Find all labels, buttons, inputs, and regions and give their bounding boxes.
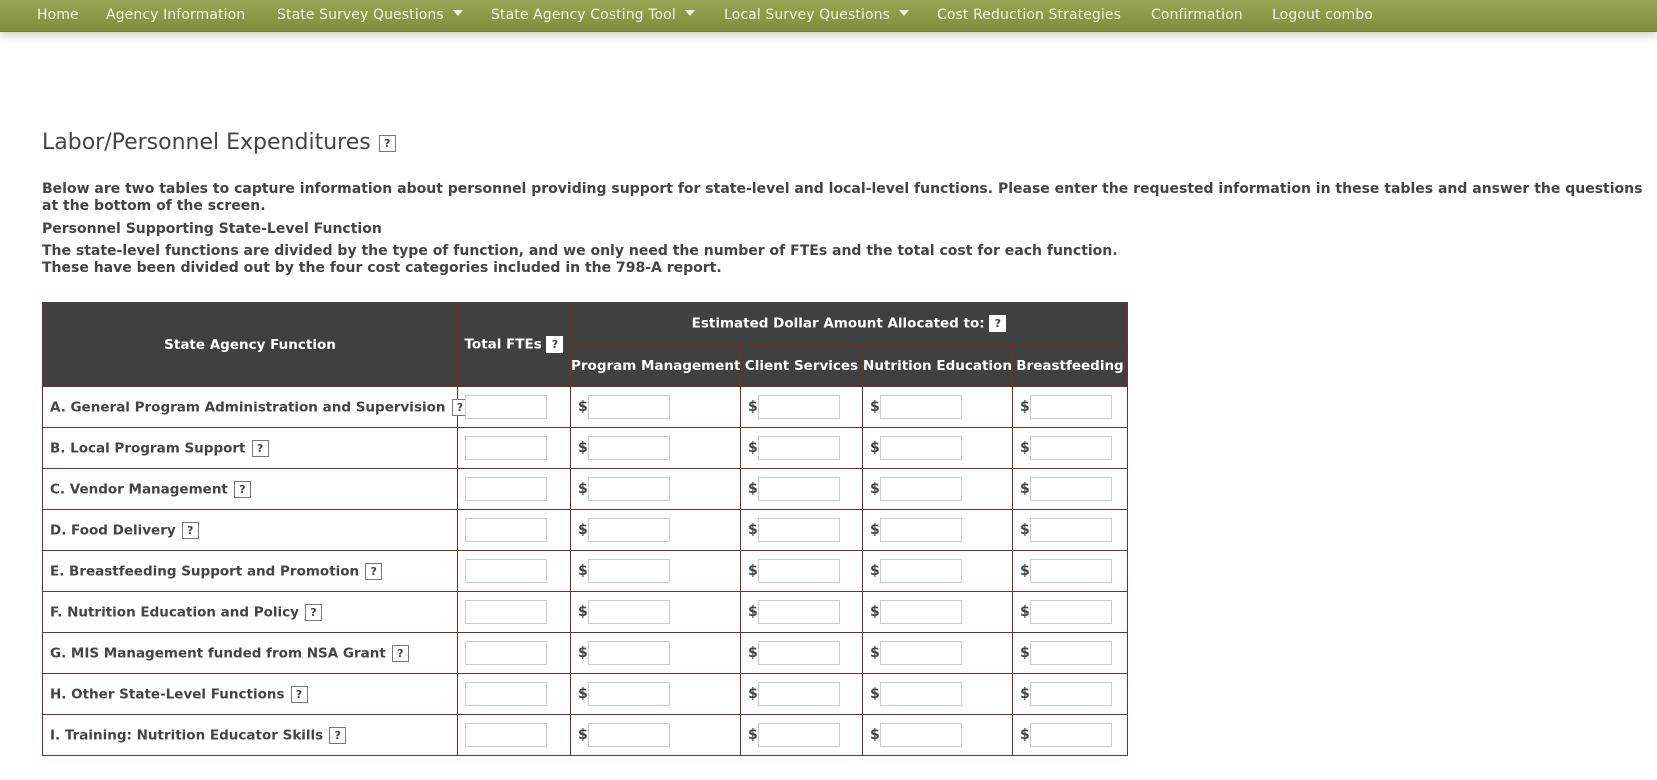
dollar-sign: $: [1020, 522, 1030, 538]
total-ftes-input[interactable]: [465, 436, 547, 460]
page-title-text: Labor/Personnel Expenditures: [42, 130, 371, 155]
dollar-sign: $: [870, 686, 880, 702]
breastfeeding-cell: [1013, 387, 1128, 428]
header-total-ftes-text: Total FTEs: [464, 336, 542, 353]
program-management-cell: [571, 551, 741, 592]
dollar-sign: $: [870, 604, 880, 620]
table-row: [43, 633, 1128, 674]
nutrition-education-cell: [863, 592, 1013, 633]
nav-state-agency-costing-tool-label: State Agency Costing Tool: [491, 7, 676, 23]
help-icon[interactable]: ?: [452, 399, 469, 416]
function-label-cell: [43, 387, 464, 428]
client-services-amount-input[interactable]: [758, 436, 840, 460]
nutrition-education-amount-input[interactable]: [880, 559, 962, 583]
breastfeeding-cell: [1013, 674, 1128, 715]
breastfeeding-amount-input[interactable]: [1030, 518, 1112, 542]
breastfeeding-amount-input[interactable]: [1030, 682, 1112, 706]
dollar-sign: $: [748, 481, 758, 497]
program-management-amount-input[interactable]: [588, 477, 670, 501]
nav-cost-reduction-strategies[interactable]: Cost Reduction Strategies: [937, 7, 1122, 23]
function-label: B. Local Program Support: [50, 440, 246, 456]
breastfeeding-cell: [1013, 715, 1128, 756]
program-management-amount-input[interactable]: [588, 436, 670, 460]
client-services-cell: [741, 551, 863, 592]
explanation-line-2: These have been divided out by the four cost categories included in the 798-A report.: [42, 260, 722, 276]
section-title: Personnel Supporting State-Level Function: [42, 221, 382, 237]
dollar-sign: $: [748, 604, 758, 620]
dollar-sign: $: [748, 440, 758, 456]
table-row: [43, 715, 1128, 756]
client-services-amount-input[interactable]: [758, 682, 840, 706]
function-label-cell: [43, 510, 458, 551]
dollar-sign: $: [748, 727, 758, 743]
client-services-amount-input[interactable]: [758, 600, 840, 624]
dollar-sign: $: [748, 563, 758, 579]
client-services-cell: [741, 469, 863, 510]
program-management-cell: [571, 469, 741, 510]
function-label: E. Breastfeeding Support and Promotion: [50, 563, 360, 579]
program-management-amount-input[interactable]: [588, 723, 670, 747]
total-ftes-input[interactable]: [465, 600, 547, 624]
breastfeeding-amount-input[interactable]: [1030, 641, 1112, 665]
header-program-management: Program Management: [571, 345, 741, 387]
total-ftes-input[interactable]: [465, 723, 547, 747]
breastfeeding-amount-input[interactable]: [1030, 559, 1112, 583]
header-estimated-dollar-amount: [571, 303, 1128, 345]
dollar-sign: $: [870, 727, 880, 743]
help-icon[interactable]: ?: [329, 727, 346, 744]
dollar-sign: $: [578, 522, 588, 538]
breastfeeding-amount-input[interactable]: [1030, 395, 1112, 419]
total-ftes-input[interactable]: [465, 559, 547, 583]
client-services-cell: [741, 510, 863, 551]
nutrition-education-amount-input[interactable]: [880, 395, 962, 419]
client-services-amount-input[interactable]: [758, 477, 840, 501]
dollar-sign: $: [870, 645, 880, 661]
chevron-down-icon: [685, 10, 695, 16]
nutrition-education-amount-input[interactable]: [880, 723, 962, 747]
dollar-sign: $: [578, 686, 588, 702]
breastfeeding-amount-input[interactable]: [1030, 436, 1112, 460]
breastfeeding-cell: [1013, 510, 1128, 551]
dollar-sign: $: [1020, 399, 1030, 415]
fte-cell: [458, 551, 571, 592]
fte-cell: [458, 633, 571, 674]
header-nutrition-education: Nutrition Education: [863, 345, 1013, 387]
nutrition-education-amount-input[interactable]: [880, 518, 962, 542]
help-icon[interactable]: ?: [365, 563, 382, 580]
breastfeeding-cell: [1013, 592, 1128, 633]
help-icon[interactable]: ?: [182, 522, 199, 539]
dollar-sign: $: [578, 727, 588, 743]
client-services-amount-input[interactable]: [758, 641, 840, 665]
program-management-amount-input[interactable]: [588, 682, 670, 706]
function-label: C. Vendor Management: [50, 481, 228, 497]
function-label: I. Training: Nutrition Educator Skills: [50, 727, 324, 743]
dollar-sign: $: [1020, 604, 1030, 620]
function-label-cell: [43, 592, 458, 633]
nutrition-education-cell: [863, 428, 1013, 469]
nav-logout[interactable]: Logout combo: [1272, 7, 1373, 23]
program-management-amount-input[interactable]: [588, 518, 670, 542]
dollar-sign: $: [748, 522, 758, 538]
header-client-services: Client Services: [741, 345, 863, 387]
help-icon[interactable]: ?: [291, 686, 308, 703]
client-services-cell: [741, 715, 863, 756]
chevron-down-icon: [899, 10, 909, 16]
nutrition-education-cell: [863, 469, 1013, 510]
help-icon[interactable]: ?: [305, 604, 322, 621]
fte-cell: [458, 674, 571, 715]
program-management-cell: [571, 674, 741, 715]
nutrition-education-cell: [863, 674, 1013, 715]
table-row: [43, 674, 1128, 715]
dollar-sign: $: [578, 604, 588, 620]
nav-state-survey-questions-label: State Survey Questions: [277, 7, 444, 23]
table-row: [43, 551, 1128, 592]
breastfeeding-amount-input[interactable]: [1030, 723, 1112, 747]
nav-local-survey-questions[interactable]: [724, 7, 909, 23]
help-icon[interactable]: ?: [546, 336, 563, 353]
dollar-sign: $: [870, 481, 880, 497]
intro-text: Below are two tables to capture information about personnel providing support for state-level and local-level functions. Please enter the requested information in these tables and answer the questions at the bottom of the screen.: [42, 181, 1643, 214]
nutrition-education-cell: [863, 510, 1013, 551]
function-label-cell: [43, 469, 458, 510]
dollar-sign: $: [870, 522, 880, 538]
explanation-line-1: The state-level functions are divided by the type of function, and we only need the number of FTEs and the total cost for each function.: [42, 243, 1118, 259]
dollar-sign: $: [578, 440, 588, 456]
table-row: [43, 469, 1128, 510]
dollar-sign: $: [748, 686, 758, 702]
nav-agency-information[interactable]: Agency Information: [106, 7, 246, 23]
nav-confirmation[interactable]: Confirmation: [1151, 7, 1243, 23]
state-function-table: [42, 302, 1128, 756]
function-label: A. General Program Administration and Supervision: [50, 399, 446, 415]
client-services-cell: [741, 633, 863, 674]
client-services-amount-input[interactable]: [758, 518, 840, 542]
total-ftes-input[interactable]: [465, 682, 547, 706]
client-services-amount-input[interactable]: [758, 395, 840, 419]
program-management-cell: [571, 428, 741, 469]
help-icon[interactable]: ?: [379, 135, 396, 152]
dollar-sign: $: [578, 563, 588, 579]
client-services-amount-input[interactable]: [758, 723, 840, 747]
nav-state-survey-questions[interactable]: [277, 7, 463, 23]
nutrition-education-amount-input[interactable]: [880, 600, 962, 624]
nutrition-education-cell: [863, 387, 1013, 428]
dollar-sign: $: [1020, 481, 1030, 497]
dollar-sign: $: [578, 399, 588, 415]
dollar-sign: $: [1020, 563, 1030, 579]
total-ftes-input[interactable]: [465, 518, 547, 542]
table-row: [43, 510, 1128, 551]
client-services-cell: [741, 428, 863, 469]
dollar-sign: $: [748, 645, 758, 661]
nutrition-education-cell: [863, 715, 1013, 756]
nutrition-education-cell: [863, 551, 1013, 592]
client-services-cell: [741, 387, 863, 428]
breastfeeding-amount-input[interactable]: [1030, 477, 1112, 501]
program-management-cell: [571, 387, 741, 428]
table-row: [43, 428, 1128, 469]
breastfeeding-cell: [1013, 469, 1128, 510]
dollar-sign: $: [870, 440, 880, 456]
program-management-cell: [571, 592, 741, 633]
dollar-sign: $: [748, 399, 758, 415]
chevron-down-icon: [453, 10, 463, 16]
nutrition-education-amount-input[interactable]: [880, 477, 962, 501]
dollar-sign: $: [578, 645, 588, 661]
fte-cell: [458, 715, 571, 756]
breastfeeding-cell: [1013, 633, 1128, 674]
function-label-cell: [43, 674, 458, 715]
section-explanation: [42, 243, 1118, 277]
program-management-amount-input[interactable]: [588, 600, 670, 624]
function-label-cell: [43, 428, 458, 469]
function-label: D. Food Delivery: [50, 522, 176, 538]
program-management-cell: [571, 715, 741, 756]
nutrition-education-amount-input[interactable]: [880, 682, 962, 706]
dollar-sign: $: [870, 399, 880, 415]
function-label-cell: [43, 551, 458, 592]
help-icon[interactable]: ?: [392, 645, 409, 662]
nutrition-education-cell: [863, 633, 1013, 674]
nav-home[interactable]: Home: [37, 7, 79, 23]
dollar-sign: $: [1020, 727, 1030, 743]
program-management-amount-input[interactable]: [588, 559, 670, 583]
client-services-cell: [741, 674, 863, 715]
fte-cell: [458, 387, 571, 428]
program-management-cell: [571, 510, 741, 551]
fte-cell: [458, 510, 571, 551]
dollar-sign: $: [1020, 440, 1030, 456]
help-icon[interactable]: ?: [234, 481, 251, 498]
top-nav-bar: [0, 0, 1657, 32]
total-ftes-input[interactable]: [465, 641, 547, 665]
table-row: [43, 387, 1128, 428]
breastfeeding-cell: [1013, 551, 1128, 592]
header-total-ftes: [458, 303, 571, 387]
fte-cell: [458, 428, 571, 469]
total-ftes-input[interactable]: [465, 477, 547, 501]
breastfeeding-amount-input[interactable]: [1030, 600, 1112, 624]
function-label: F. Nutrition Education and Policy: [50, 604, 299, 620]
function-label: H. Other State-Level Functions: [50, 686, 285, 702]
program-management-cell: [571, 633, 741, 674]
total-ftes-input[interactable]: [465, 395, 547, 419]
nav-local-survey-questions-label: Local Survey Questions: [724, 7, 890, 23]
dollar-sign: $: [1020, 645, 1030, 661]
header-estimated-dollar-amount-text: Estimated Dollar Amount Allocated to:: [691, 315, 985, 332]
header-state-agency-function-text: State Agency Function: [164, 336, 336, 353]
nutrition-education-amount-input[interactable]: [880, 641, 962, 665]
function-label-cell: [43, 633, 458, 674]
dollar-sign: $: [578, 481, 588, 497]
program-management-amount-input[interactable]: [588, 395, 670, 419]
page-title: [42, 130, 396, 155]
program-management-amount-input[interactable]: [588, 641, 670, 665]
table-row: [43, 592, 1128, 633]
dollar-sign: $: [870, 563, 880, 579]
nav-state-agency-costing-tool[interactable]: [491, 7, 695, 23]
dollar-sign: $: [1020, 686, 1030, 702]
nutrition-education-amount-input[interactable]: [880, 436, 962, 460]
fte-cell: [458, 592, 571, 633]
function-label: G. MIS Management funded from NSA Grant: [50, 645, 386, 661]
help-icon[interactable]: ?: [989, 315, 1006, 332]
client-services-cell: [741, 592, 863, 633]
breastfeeding-cell: [1013, 428, 1128, 469]
fte-cell: [458, 469, 571, 510]
header-state-agency-function: [43, 303, 458, 387]
function-label-cell: [43, 715, 458, 756]
help-icon[interactable]: ?: [252, 440, 269, 457]
header-breastfeeding: Breastfeeding: [1013, 345, 1128, 387]
client-services-amount-input[interactable]: [758, 559, 840, 583]
